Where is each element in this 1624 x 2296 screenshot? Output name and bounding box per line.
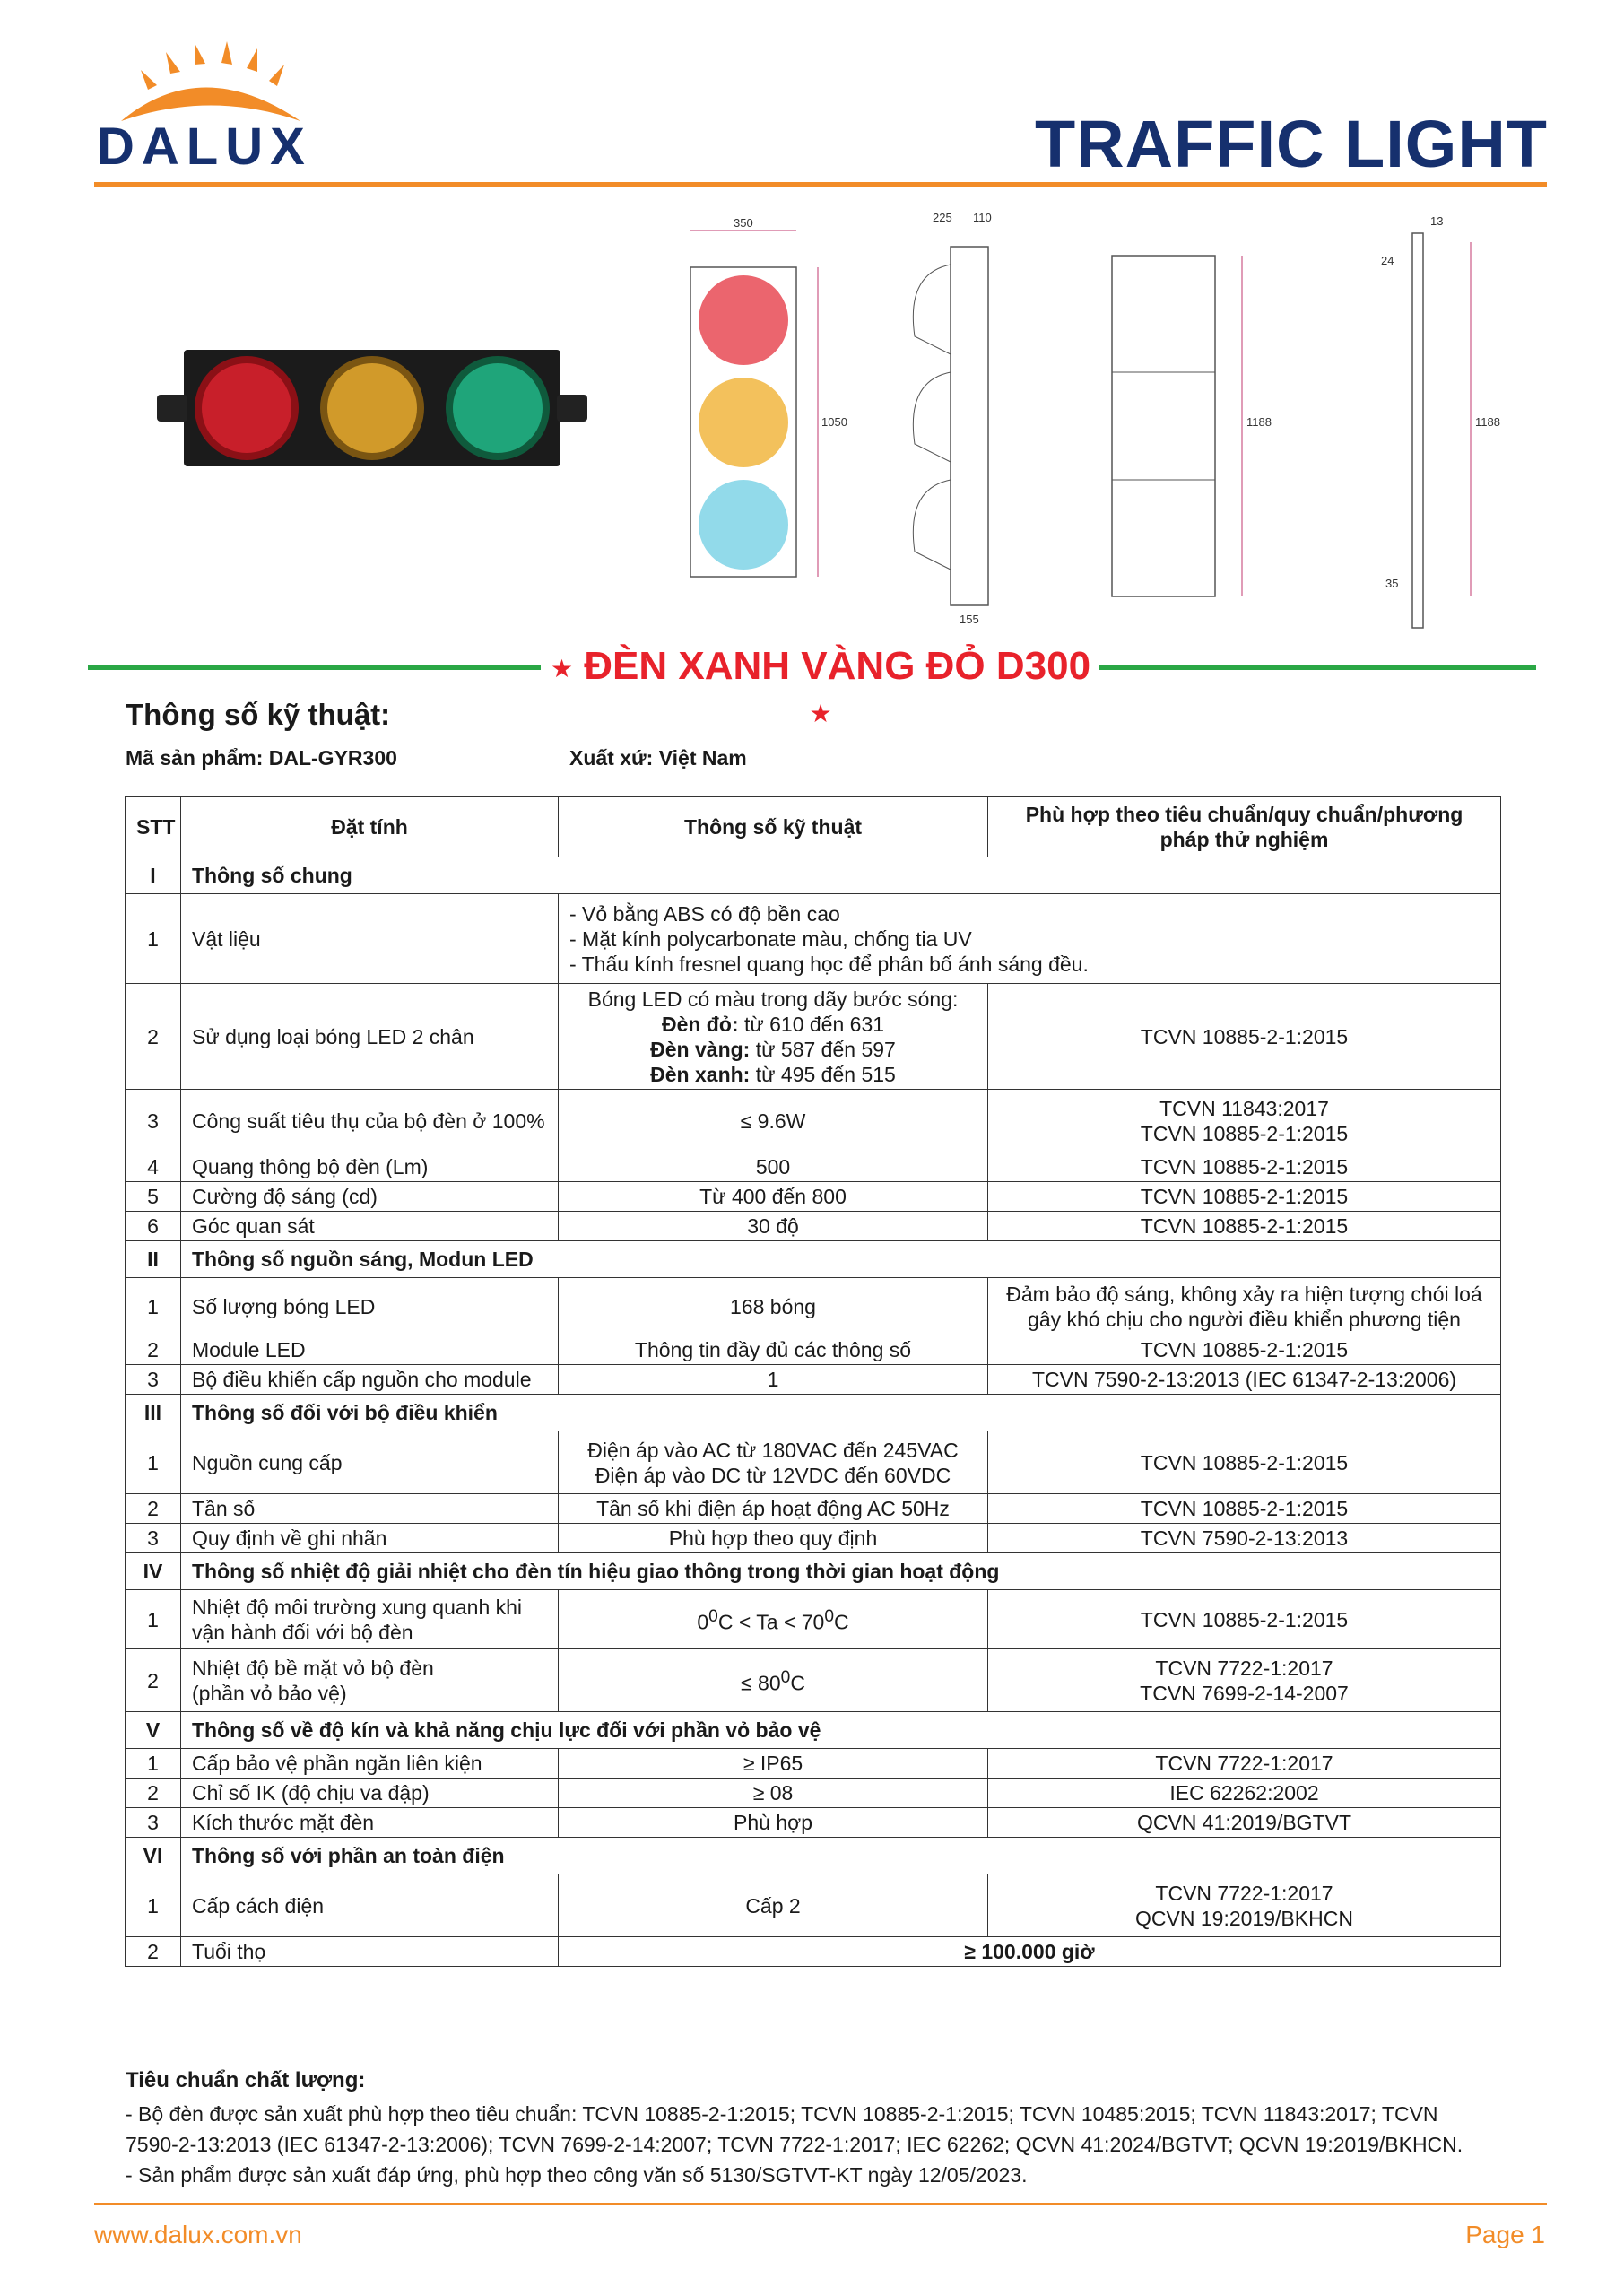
section-num: II bbox=[126, 1241, 181, 1278]
cell-standard: TCVN 10885-2-1:2015 bbox=[988, 1431, 1501, 1494]
spec-line bbox=[569, 1037, 977, 1062]
quality-line: 7590-2-13:2013 (IEC 61347-2-13:2006); TCVN 7699-2-14:2007; TCVN 7722-1:2017; IEC 62262; QCVN 41:2024/BGTVT; QCVN 19:2019/BKHCN. bbox=[126, 2133, 1463, 2156]
degree-sup: 0 bbox=[824, 1606, 834, 1626]
cell-property: Số lượng bóng LED bbox=[181, 1278, 559, 1335]
spec-table bbox=[125, 796, 1501, 1967]
header-property: Đặt tính bbox=[181, 797, 559, 857]
section-num: III bbox=[126, 1395, 181, 1431]
property-line: Nhiệt độ môi trường xung quanh khi bbox=[192, 1595, 523, 1619]
cell-stt: 1 bbox=[126, 1431, 181, 1494]
degree-sup: 0 bbox=[780, 1667, 791, 1687]
cell-property: Vật liệu bbox=[181, 894, 559, 984]
dim-bracket-side: 24 bbox=[1381, 254, 1394, 267]
star-icon: ★ bbox=[550, 654, 574, 683]
origin: Xuất xứ: Việt Nam bbox=[569, 746, 747, 770]
cell-standard: TCVN 10885-2-1:2015 bbox=[988, 1152, 1501, 1182]
table-row bbox=[126, 1090, 1501, 1152]
cell-stt: 5 bbox=[126, 1182, 181, 1212]
cell-property: Công suất tiêu thụ của bộ đèn ở 100% bbox=[181, 1090, 559, 1152]
cell-spec: Phù hợp theo quy định bbox=[559, 1524, 988, 1553]
cell-standard bbox=[988, 1874, 1501, 1937]
table-header-row bbox=[126, 797, 1501, 857]
spec-part: C < Ta < 70 bbox=[717, 1610, 825, 1634]
header-divider bbox=[94, 182, 1547, 187]
table-row bbox=[126, 1494, 1501, 1524]
spec-part: C bbox=[790, 1671, 805, 1695]
traffic-light-product-photo bbox=[152, 341, 592, 475]
cell-property: Quy định về ghi nhãn bbox=[181, 1524, 559, 1553]
section-num: V bbox=[126, 1712, 181, 1749]
table-row bbox=[126, 1212, 1501, 1241]
spec-heading: Thông số kỹ thuật: bbox=[126, 698, 391, 731]
quality-line: - Sản phẩm được sản xuất đáp ứng, phù hợp theo công văn số 5130/SGTVT-KT ngày 12/05/2023. bbox=[126, 2163, 1028, 2187]
cell-standard: TCVN 10885-2-1:2015 bbox=[988, 1590, 1501, 1649]
spec-part: 0 bbox=[697, 1610, 709, 1634]
quality-line: - Bộ đèn được sản xuất phù hợp theo tiêu chuẩn: TCVN 10885-2-1:2015; TCVN 10885-2-1:2015; TCVN 10485:2015; TCVN 11843:2017; TCVN bbox=[126, 2102, 1438, 2126]
footer-divider bbox=[94, 2203, 1547, 2205]
cell-spec: 30 độ bbox=[559, 1212, 988, 1241]
section-num: IV bbox=[126, 1553, 181, 1590]
cell-property: Chỉ số IK (độ chịu va đập) bbox=[181, 1779, 559, 1808]
dim-front-width: 350 bbox=[734, 216, 753, 230]
standard-line: QCVN 19:2019/BKHCN bbox=[1135, 1906, 1353, 1930]
standard-line: TCVN 7699-2-14-2007 bbox=[1140, 1681, 1349, 1705]
dim-bracket-top: 13 bbox=[1430, 214, 1444, 228]
page-number: Page 1 bbox=[1465, 2221, 1545, 2248]
section-num: I bbox=[126, 857, 181, 894]
cell-stt: 1 bbox=[126, 1749, 181, 1779]
cell-standard: TCVN 10885-2-1:2015 bbox=[988, 1212, 1501, 1241]
cell-stt: 1 bbox=[126, 1590, 181, 1649]
section-num: VI bbox=[126, 1838, 181, 1874]
section-divider-left bbox=[88, 665, 541, 670]
spec-part: ≤ 80 bbox=[741, 1671, 781, 1695]
rear-view bbox=[1112, 256, 1272, 596]
cell-property: Cấp bảo vệ phần ngăn liên kiện bbox=[181, 1749, 559, 1779]
star-icon: ★ bbox=[809, 699, 832, 727]
section-title-cell: Thông số đối với bộ điều khiển bbox=[181, 1395, 1501, 1431]
spec-line bbox=[569, 1012, 977, 1037]
dim-rear-height: 1188 bbox=[1246, 415, 1272, 429]
dim-bracket-bottom: 35 bbox=[1385, 577, 1399, 590]
cell-spec bbox=[559, 894, 1501, 984]
cell-property: Bộ điều khiển cấp nguồn cho module bbox=[181, 1365, 559, 1395]
spec-value: từ 495 đến 515 bbox=[750, 1062, 896, 1086]
cell-property: Module LED bbox=[181, 1335, 559, 1365]
header-standard bbox=[988, 797, 1501, 857]
property-line: Nhiệt độ bề mặt vỏ bộ đèn bbox=[192, 1656, 434, 1680]
front-view bbox=[690, 216, 847, 577]
standard-line: gây khó chịu cho người điều khiển phương tiện bbox=[1028, 1307, 1461, 1331]
standard-line: TCVN 7722-1:2017 bbox=[1155, 1881, 1333, 1905]
spec-value: từ 610 đến 631 bbox=[738, 1012, 885, 1036]
spec-line: Điện áp vào AC từ 180VAC đến 245VAC bbox=[587, 1438, 959, 1462]
section-row bbox=[126, 1241, 1501, 1278]
table-row bbox=[126, 1808, 1501, 1838]
cell-spec: 168 bóng bbox=[559, 1278, 988, 1335]
cell-standard: TCVN 10885-2-1:2015 bbox=[988, 1335, 1501, 1365]
cell-standard: TCVN 10885-2-1:2015 bbox=[988, 1494, 1501, 1524]
technical-drawings bbox=[664, 211, 1524, 641]
table-row bbox=[126, 1365, 1501, 1395]
table-row bbox=[126, 1779, 1501, 1808]
cell-property: Cấp cách điện bbox=[181, 1874, 559, 1937]
table-row bbox=[126, 1524, 1501, 1553]
cell-standard bbox=[988, 1649, 1501, 1712]
cell-stt: 2 bbox=[126, 1335, 181, 1365]
header-spec: Thông số kỹ thuật bbox=[559, 797, 988, 857]
cell-spec: Từ 400 đến 800 bbox=[559, 1182, 988, 1212]
table-row bbox=[126, 984, 1501, 1090]
cell-stt: 2 bbox=[126, 1779, 181, 1808]
cell-property: Cường độ sáng (cd) bbox=[181, 1182, 559, 1212]
section-row bbox=[126, 1838, 1501, 1874]
spec-label: Đèn xanh: bbox=[650, 1062, 751, 1086]
cell-spec bbox=[559, 1649, 988, 1712]
cell-property: Nguồn cung cấp bbox=[181, 1431, 559, 1494]
section-row bbox=[126, 1395, 1501, 1431]
dim-side-top-b: 110 bbox=[973, 211, 992, 224]
header-standard-line2: pháp thử nghiệm bbox=[1159, 828, 1329, 851]
spec-line: - Mặt kính polycarbonate màu, chống tia UV bbox=[569, 926, 972, 951]
property-line: (phần vỏ bảo vệ) bbox=[192, 1681, 347, 1705]
cell-standard: TCVN 10885-2-1:2015 bbox=[988, 1182, 1501, 1212]
cell-stt: 2 bbox=[126, 1937, 181, 1967]
cell-stt: 3 bbox=[126, 1365, 181, 1395]
section-title-cell: Thông số chung bbox=[181, 857, 1501, 894]
section-divider-right bbox=[1099, 665, 1536, 670]
spec-line bbox=[569, 1062, 977, 1087]
cell-stt: 2 bbox=[126, 1649, 181, 1712]
side-view bbox=[913, 211, 991, 626]
cell-standard: TCVN 7590-2-13:2013 bbox=[988, 1524, 1501, 1553]
cell-property: Kích thước mặt đèn bbox=[181, 1808, 559, 1838]
table-row bbox=[126, 1335, 1501, 1365]
spec-label: Đèn đỏ: bbox=[661, 1012, 739, 1036]
cell-stt: 3 bbox=[126, 1090, 181, 1152]
property-line: vận hành đối với bộ đèn bbox=[192, 1620, 413, 1644]
header-standard-line1: Phù hợp theo tiêu chuẩn/quy chuẩn/phương bbox=[1025, 803, 1463, 826]
cell-property bbox=[181, 1590, 559, 1649]
section-row bbox=[126, 857, 1501, 894]
standard-line: TCVN 7722-1:2017 bbox=[1155, 1656, 1333, 1680]
section-title-cell: Thông số với phần an toàn điện bbox=[181, 1838, 1501, 1874]
cell-spec bbox=[559, 1431, 988, 1494]
table-row bbox=[126, 1590, 1501, 1649]
cell-stt: 1 bbox=[126, 1874, 181, 1937]
cell-spec bbox=[559, 984, 988, 1090]
cell-spec bbox=[559, 1590, 988, 1649]
degree-sup: 0 bbox=[708, 1606, 718, 1626]
cell-spec: ≥ IP65 bbox=[559, 1749, 988, 1779]
spec-line: - Thấu kính fresnel quang học để phân bố ánh sáng đều. bbox=[569, 952, 1089, 976]
table-row bbox=[126, 1152, 1501, 1182]
cell-standard: IEC 62262:2002 bbox=[988, 1779, 1501, 1808]
brand-name: DALUX bbox=[97, 117, 312, 176]
cell-spec: 1 bbox=[559, 1365, 988, 1395]
spec-line: Bóng LED có màu trong dãy bước sóng: bbox=[587, 987, 959, 1011]
spec-line: - Vỏ bằng ABS có độ bền cao bbox=[569, 901, 840, 926]
cell-stt: 1 bbox=[126, 1278, 181, 1335]
section-title-cell: Thông số về độ kín và khả năng chịu lực đối với phần vỏ bảo vệ bbox=[181, 1712, 1501, 1749]
product-code: Mã sản phẩm: DAL-GYR300 bbox=[126, 746, 397, 770]
cell-property: Tần số bbox=[181, 1494, 559, 1524]
document-title: TRAFFIC LIGHT bbox=[1034, 107, 1548, 181]
spec-part: C bbox=[833, 1610, 849, 1634]
spec-label: Đèn vàng: bbox=[650, 1037, 751, 1061]
section-title-text: ĐÈN XANH VÀNG ĐỎ D300 bbox=[584, 644, 1091, 688]
section-title-cell: Thông số nguồn sáng, Modun LED bbox=[181, 1241, 1501, 1278]
table-row bbox=[126, 1749, 1501, 1779]
table-row bbox=[126, 1874, 1501, 1937]
table-row bbox=[126, 1649, 1501, 1712]
cell-property: Sử dụng loại bóng LED 2 chân bbox=[181, 984, 559, 1090]
spec-line: Điện áp vào DC từ 12VDC đến 60VDC bbox=[595, 1463, 951, 1487]
cell-stt: 2 bbox=[126, 1494, 181, 1524]
standard-line: TCVN 11843:2017 bbox=[1159, 1096, 1329, 1120]
dim-bracket-height: 1188 bbox=[1475, 415, 1500, 429]
cell-stt: 4 bbox=[126, 1152, 181, 1182]
quality-title: Tiêu chuẩn chất lượng: bbox=[126, 2068, 366, 2092]
table-row bbox=[126, 1431, 1501, 1494]
cell-stt: 1 bbox=[126, 894, 181, 984]
header-stt: STT bbox=[126, 797, 181, 857]
standard-line: Đảm bảo độ sáng, không xảy ra hiện tượng chói loá bbox=[1006, 1282, 1482, 1306]
cell-standard bbox=[988, 1278, 1501, 1335]
dim-front-height: 1050 bbox=[821, 415, 847, 429]
dim-side-bottom: 155 bbox=[960, 613, 979, 626]
table-row bbox=[126, 1182, 1501, 1212]
cell-spec: ≥ 08 bbox=[559, 1779, 988, 1808]
cell-stt: 6 bbox=[126, 1212, 181, 1241]
section-title-cell: Thông số nhiệt độ giải nhiệt cho đèn tín hiệu giao thông trong thời gian hoạt động bbox=[181, 1553, 1501, 1590]
cell-stt: 2 bbox=[126, 984, 181, 1090]
standard-line: TCVN 10885-2-1:2015 bbox=[1140, 1121, 1349, 1145]
bracket-view bbox=[1381, 214, 1500, 628]
cell-property: Tuổi thọ bbox=[181, 1937, 559, 1967]
cell-spec: 500 bbox=[559, 1152, 988, 1182]
cell-spec: Thông tin đầy đủ các thông số bbox=[559, 1335, 988, 1365]
table-row bbox=[126, 1937, 1501, 1967]
cell-spec: ≤ 9.6W bbox=[559, 1090, 988, 1152]
table-row bbox=[126, 894, 1501, 984]
cell-standard: TCVN 7590-2-13:2013 (IEC 61347-2-13:2006) bbox=[988, 1365, 1501, 1395]
section-row bbox=[126, 1553, 1501, 1590]
cell-property bbox=[181, 1649, 559, 1712]
cell-standard bbox=[988, 1090, 1501, 1152]
cell-spec: Tần số khi điện áp hoạt động AC 50Hz bbox=[559, 1494, 988, 1524]
cell-standard: TCVN 7722-1:2017 bbox=[988, 1749, 1501, 1779]
section-row bbox=[126, 1712, 1501, 1749]
cell-spec: Phù hợp bbox=[559, 1808, 988, 1838]
cell-property: Góc quan sát bbox=[181, 1212, 559, 1241]
footer-website-link[interactable]: www.dalux.com.vn bbox=[94, 2221, 302, 2248]
cell-property: Quang thông bộ đèn (Lm) bbox=[181, 1152, 559, 1182]
quality-body bbox=[126, 2099, 1524, 2190]
cell-spec: Cấp 2 bbox=[559, 1874, 988, 1937]
cell-standard: TCVN 10885-2-1:2015 bbox=[988, 984, 1501, 1090]
table-row bbox=[126, 1278, 1501, 1335]
cell-stt: 3 bbox=[126, 1524, 181, 1553]
cell-spec: ≥ 100.000 giờ bbox=[559, 1937, 1501, 1967]
cell-standard: QCVN 41:2019/BGTVT bbox=[988, 1808, 1501, 1838]
cell-stt: 3 bbox=[126, 1808, 181, 1838]
dim-side-top-a: 225 bbox=[933, 211, 952, 224]
section-title bbox=[547, 644, 1094, 734]
spec-value: từ 587 đến 597 bbox=[750, 1037, 896, 1061]
